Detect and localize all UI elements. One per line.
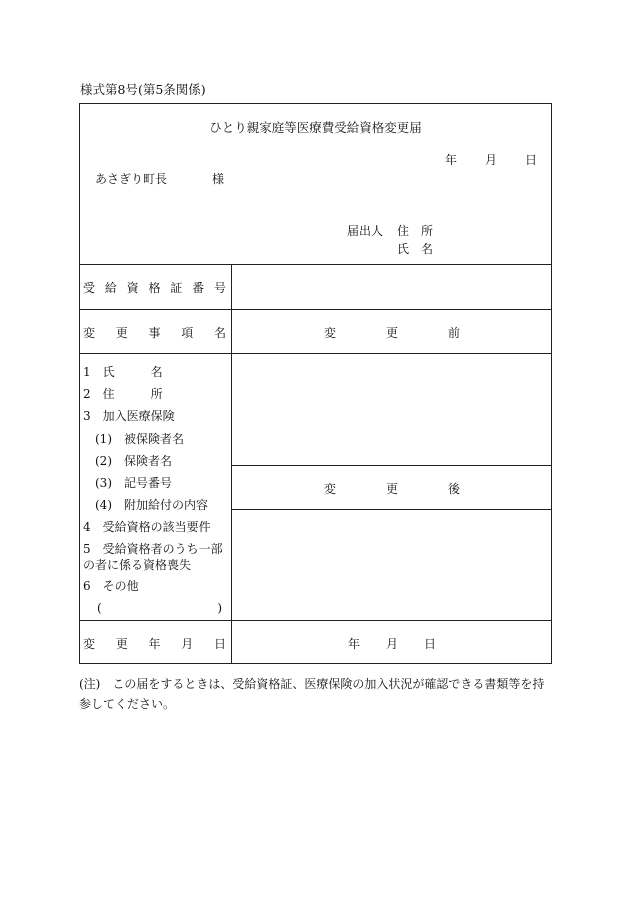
cert-char: 番 [192,281,205,295]
paren-open: ( [97,600,102,615]
before-char: 更 [385,326,398,340]
list-item: (3) 記号番号 [83,475,172,490]
list-item: (1) 被保険者名 [83,431,184,446]
change-item-label [83,324,226,341]
month-label: 月 [385,637,398,651]
after-char: 変 [323,482,336,496]
addressee: あさぎり町長 [95,172,168,186]
paren-close: ) [217,600,222,615]
date-char: 年 [148,637,161,651]
form-title: ひとり親家庭等医療費受給資格変更届 [209,120,422,135]
cert-char: 資 [126,281,139,295]
list-item: 1 氏 名 [83,365,163,379]
change-date-label [83,635,226,652]
applicant-label: 届出人 [347,224,384,238]
footnote: (注) この届をするときは、受給資格証、医療保険の加入状況が確認できる書類等を持参してください。 [79,677,545,711]
rule-header-bottom [79,264,552,265]
date-char: 更 [115,637,128,651]
list-item: 5 受給資格者のうち一部の者に係る資格喪失 [83,541,223,572]
year-label: 年 [347,637,360,651]
before-char: 前 [448,326,461,340]
month-label: 月 [484,153,497,167]
day-label: 日 [524,153,537,167]
cert-char: 証 [170,281,183,295]
list-item: 2 住 所 [83,387,163,402]
cert-number-label [83,279,226,296]
before-char: 変 [323,326,336,340]
list-item: 4 受給資格の該当要件 [83,520,211,535]
name-label: 氏 名 [397,242,434,256]
date-char: 日 [213,637,226,651]
after-char: 更 [385,482,398,496]
date-char: 月 [181,637,194,651]
list-item: 6 その他 [83,578,139,593]
item-char: 事 [148,326,161,340]
rule-items-bottom [79,620,552,621]
item-char: 項 [181,326,194,340]
address-label: 住 所 [397,224,434,238]
item-char: 更 [115,326,128,340]
day-label: 日 [424,637,437,651]
change-items-list [83,361,228,619]
form-number: 様式第8号(第5条関係) [80,82,206,97]
before-change-label [232,324,552,341]
change-date-value [232,635,552,652]
cert-char: 格 [148,281,161,295]
list-item: (4) 附加給付の内容 [83,498,208,513]
cert-char: 号 [213,281,226,295]
other-paren [83,597,228,619]
rule-item-header-bottom [79,353,552,354]
list-item: (2) 保険者名 [83,453,172,468]
year-label: 年 [445,153,458,167]
date-char: 変 [83,637,96,651]
list-item: 3 加入医療保険 [83,409,175,424]
cert-char: 給 [104,281,117,295]
rule-after-label-bottom [231,509,552,510]
rule-cert-bottom [79,309,552,310]
after-char: 後 [448,482,461,496]
item-char: 変 [83,326,96,340]
submission-date [445,151,537,168]
cert-char: 受 [83,281,96,295]
rule-before-bottom [231,465,552,466]
item-char: 名 [213,326,226,340]
honorific: 様 [212,172,225,186]
after-change-label [232,480,552,497]
